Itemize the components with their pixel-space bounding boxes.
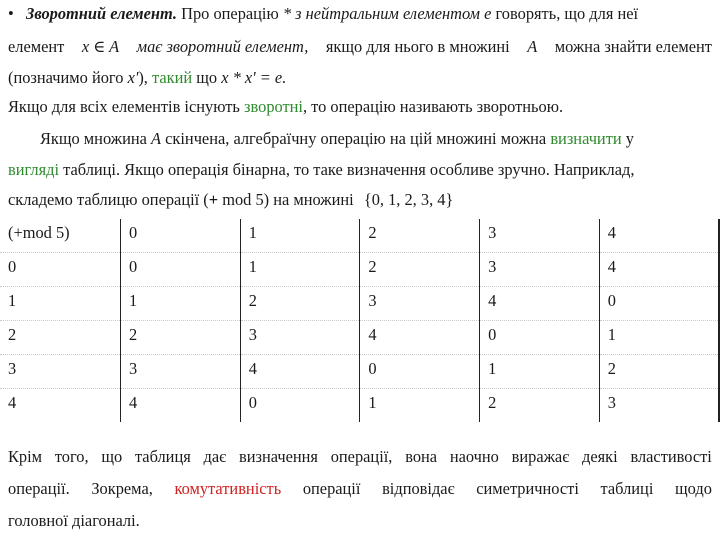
table-cell: 0 [599,287,719,321]
table-cell: 4 [240,355,360,389]
text: таблиці. Якщо операція бінарна, то таке визначення особливе зручно. Наприклад, [63,160,635,179]
math: x' [127,68,139,87]
link-commutativity[interactable]: комутативність [174,479,282,498]
text-line [8,160,712,180]
text-line [8,37,712,57]
word: операції. [8,479,70,498]
word: дає [203,447,227,466]
table-cell: (+mod 5) [8,223,70,242]
table-cell: 4 [360,321,480,355]
text: Про операцію [181,4,279,23]
word: таблиця [134,447,191,466]
text: ), [138,68,148,87]
text: що [196,68,218,87]
text: можна знайти елемент [554,37,712,56]
word: вона [405,447,438,466]
text-line [8,511,712,531]
table-cell: 0 [121,219,241,253]
table-cell: 3 [480,253,600,287]
table-cell: 1 [0,287,121,321]
table-row [0,355,719,389]
word: що [101,447,123,466]
term-inverse-element: Зворотний елемент. [26,4,178,23]
text: у [625,129,634,148]
table-cell: 0 [360,355,480,389]
term: має зворотний елемент, [136,37,309,56]
text: складемо таблицю операції ( [8,190,209,209]
text: , то операцію називають зворотньою. [302,97,564,116]
link-such[interactable]: такий [152,68,193,87]
table-row [0,389,719,423]
text: Якщо множина [40,129,147,148]
table-cell: 2 [0,321,121,355]
text: Якщо для всіх елементів існують [8,97,240,116]
table-cell: 4 [599,253,719,287]
table-cell: 2 [599,355,719,389]
word: того, [54,447,89,466]
table-cell: 1 [360,389,480,423]
math: * [282,4,292,23]
plus-sign: + [208,190,219,209]
table-row [0,321,719,355]
table-cell: 2 [360,219,480,253]
word: таблиці [600,479,654,498]
term-neutral: з нейтральним елементом е [295,4,492,23]
text: головної діагоналі. [8,511,140,530]
table-cell: 4 [121,389,241,423]
link-form[interactable]: вигляді [8,160,60,179]
table-cell: 2 [480,389,600,423]
table-cell: 3 [599,389,719,423]
link-define[interactable]: визначити [550,129,622,148]
text: скінчена, алгебраїчну операцію на цій множині можна [165,129,547,148]
text-line [8,479,712,499]
table-cell: 2 [240,287,360,321]
table-cell: 3 [360,287,480,321]
table-cell: 1 [121,287,241,321]
text-line [8,190,712,210]
table-cell: 0 [0,253,121,287]
operation-table [0,219,720,422]
word: операції [302,479,361,498]
table-cell: 4 [599,219,719,253]
word: щодо [675,479,712,498]
table-cell: 0 [121,253,241,287]
word: виражає [511,447,570,466]
table-row [0,253,719,287]
bullet-icon: • [8,4,14,23]
text: елемент [8,37,65,56]
table-cell: 0 [480,321,600,355]
table-cell: 3 [480,219,600,253]
table-cell: 3 [121,355,241,389]
word: відповідає [382,479,455,498]
word: визначення [238,447,318,466]
table-cell: 3 [0,355,121,389]
math: A [527,37,538,56]
word: симетричності [476,479,579,498]
table-cell: 0 [240,389,360,423]
table-cell: 2 [121,321,241,355]
text: говорять, що для неї [495,4,639,23]
table-cell: 1 [599,321,719,355]
word: наочно [449,447,499,466]
text: (позначимо його [8,68,124,87]
table-header-row [0,219,719,253]
table-cell: 4 [480,287,600,321]
text-line [40,129,712,149]
text-line [8,68,712,88]
math: x * x' = e. [221,68,287,87]
table-cell: 3 [240,321,360,355]
link-inverse[interactable]: зворотні [244,97,303,116]
table-cell: 1 [240,253,360,287]
table-cell: 2 [360,253,480,287]
table-cell: 4 [0,389,121,423]
table-cell: 1 [480,355,600,389]
text-line [8,97,712,117]
math: x ∈ A [81,37,120,56]
math: A [151,129,162,148]
word: властивості [630,447,712,466]
set: {0, 1, 2, 3, 4} [363,190,454,209]
word: Зокрема, [91,479,153,498]
text: якщо для нього в множині [325,37,510,56]
text-line [8,4,712,24]
word: деякі [582,447,618,466]
text-line [8,447,712,467]
word: операції, [330,447,393,466]
word: Крім [8,447,43,466]
table-row [0,287,719,321]
text: mod 5) на множині [222,190,354,209]
table-cell: 1 [240,219,360,253]
